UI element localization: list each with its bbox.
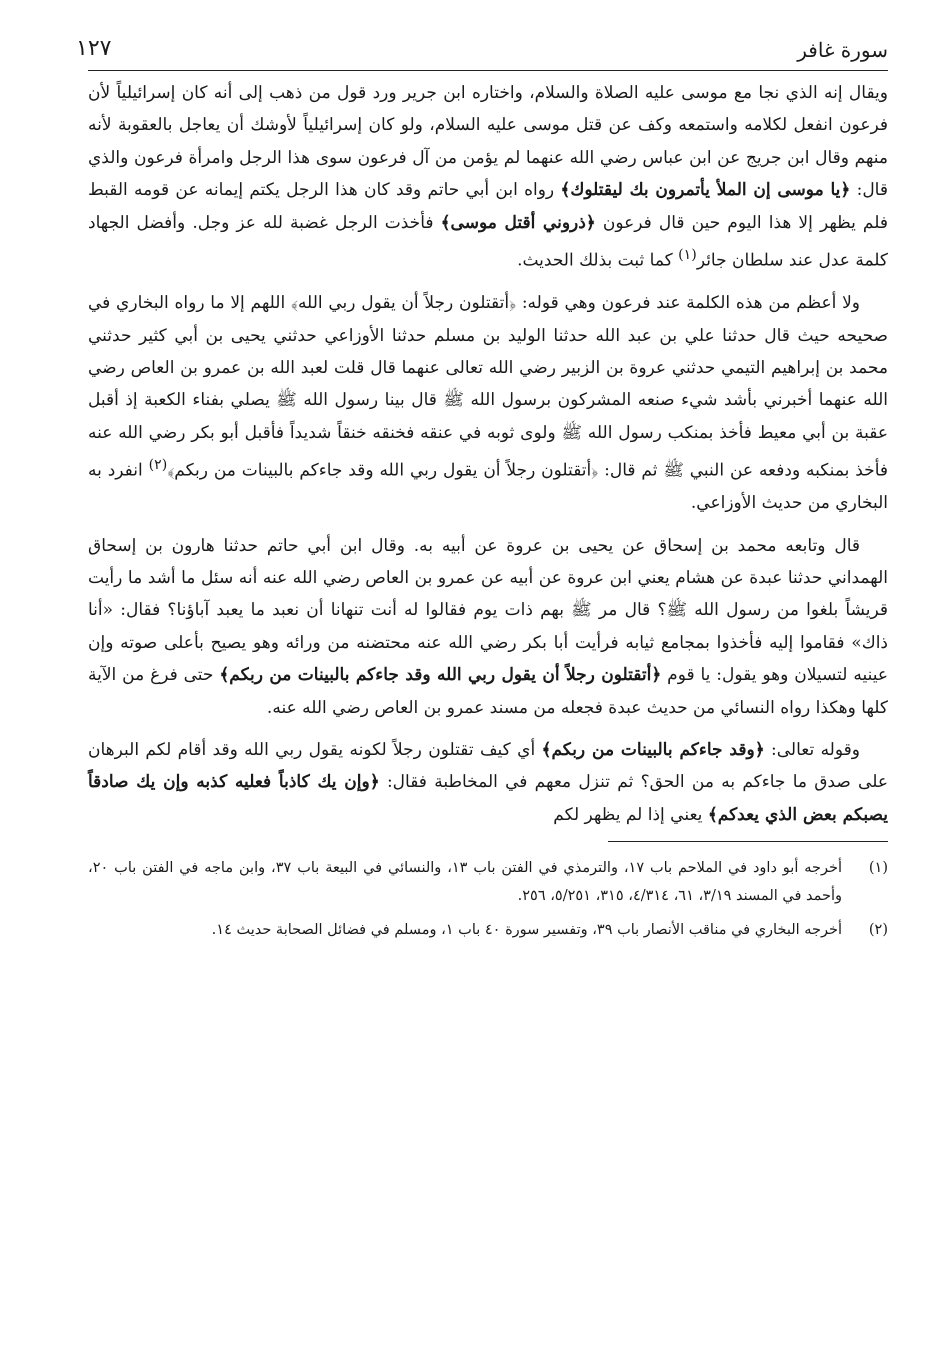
text-run: ويقال إنه الذي نجا مع موسى عليه الصلاة والسلام، واختاره ابن جرير ورد قول من ذهب إلى أنه كان إسرائيلياً لأن فرعون انفعل لكلامه واستمعه وكف عن قتل موسى عليه السلام، ولو كان إسرائيلياً لأوشك أن يعاجل بالعقوبة لأنه منهم وقال ابن جريج عن ابن عباس رضي الله عنهما لم يؤمن من آل فرعون سوى هذا الرجل وامرأة فرعون والذي قال: bbox=[88, 83, 888, 201]
footnote-number: (٢) bbox=[868, 922, 888, 939]
footnote-divider bbox=[608, 841, 888, 842]
text-run: رواه ابن أبي حاتم وقد كان هذا الرجل يكتم إيمانه عن قومه القبط فلم يظهر إلا هذا اليوم حين قال فرعون bbox=[88, 180, 888, 233]
footnote-number: (١) bbox=[868, 860, 888, 877]
paragraph-2 bbox=[88, 287, 888, 520]
surah-title: سورة غافر bbox=[797, 38, 888, 62]
text-run: فأخذت الرجل غضبة لله عز وجل. وأفضل الجهاد كلمة عدل عند سلطان جائر bbox=[88, 212, 888, 271]
quran-quote: ﴿أتقتلون رجلاً أن يقول ربي الله وقد جاءكم بالبينات من ربكم﴾ bbox=[219, 665, 662, 686]
paragraph-4 bbox=[88, 734, 888, 831]
footnote-text: أخرجه أبو داود في الملاحم باب ١٧، والترمذي في الفتن باب ١٣، والنسائي في البيعة باب ٣٧، وابن ماجه في الفتن باب ٢٠، وأحمد في المسند ٣/١٩، ٦١، ٤/٣١٤، ٣١٥، ٥/٢٥١، ٢٥٦. bbox=[88, 860, 842, 905]
text-run: وقوله تعالى: bbox=[764, 740, 860, 761]
main-text bbox=[88, 77, 888, 831]
quran-quote: ﴿ذروني أقتل موسى﴾ bbox=[440, 212, 596, 233]
paragraph-3 bbox=[88, 530, 888, 724]
quran-quote: ﴿وإن يك كاذباً فعليه كذبه وإن يك صادقاً يصبكم بعض الذي يعدكم﴾ bbox=[88, 772, 888, 825]
page-header bbox=[76, 36, 888, 71]
footnote-ref: (٢) bbox=[148, 457, 168, 474]
footnote-text: أخرجه البخاري في مناقب الأنصار باب ٣٩، وتفسير سورة ٤٠ باب ١، ومسلم في فضائل الصحابة حديث ١٤. bbox=[211, 922, 842, 939]
text-run: قال وتابعه محمد بن إسحاق عن يحيى بن عروة عن أبيه به. وقال ابن أبي حاتم حدثنا هارون بن إسحاق الهمداني حدثنا عبدة عن هشام يعني ابن عروة عن أبيه عن عمرو بن العاص رضي الله عنه أنه سئل ما أشد ما رأيت قريشاً بلغوا من رسول الله ﷺ؟ قال مر ﷺ بهم ذات يوم فقالوا له أنت تنهانا أن نعبد ما يعبد آباؤنا؟ فقال: «أنا ذاك» فقاموا إليه فأخذوا بمجامع ثيابه فرأيت أبا بكر رضي الله عنه محتضنه من ورائه وهو يصيح بأعلى صوته وإن عينيه لتسيلان وهو يقول: يا قوم bbox=[88, 535, 888, 686]
quran-quote: ﴿يا موسى إن الملأ يأتمرون بك ليقتلوك﴾ bbox=[560, 180, 851, 201]
text-run: كما ثبت بذلك الحديث. bbox=[517, 250, 679, 271]
footnotes bbox=[88, 854, 888, 944]
quran-quote: ﴿وقد جاءكم بالبينات من ربكم﴾ bbox=[541, 740, 765, 761]
footnote-1 bbox=[88, 854, 888, 910]
text-run: أي كيف تقتلون رجلاً لكونه يقول ربي الله وقد أقام لكم البرهان على صدق ما جاءكم به من الحق؟ ثم تنزل معهم في المخاطبة فقال: bbox=[88, 740, 888, 793]
footnote-ref: (١) bbox=[678, 247, 697, 264]
footnote-2 bbox=[88, 916, 888, 944]
paragraph-1 bbox=[88, 77, 888, 277]
text-run: انفرد به البخاري من حديث الأوزاعي. bbox=[88, 460, 888, 514]
page-number: ١٢٧ bbox=[76, 36, 112, 61]
text-run: حتى فرغ من الآية كلها وهكذا رواه النسائي من حديث عبدة فجعله من مسند عمرو بن العاص رضي الله عنه. bbox=[88, 665, 888, 718]
book-page bbox=[76, 36, 888, 950]
text-run: يعني إذا لم يظهر لكم bbox=[553, 804, 708, 825]
text-run: ولا أعظم من هذه الكلمة عند فرعون وهي قوله: ﴿أتقتلون رجلاً أن يقول ربي الله﴾ اللهم إلا ما رواه البخاري في صحيحه حيث قال حدثنا علي بن عبد الله حدثنا الوليد بن مسلم حدثنا الأوزاعي حدثني يحيى بن أبي كثير حدثني محمد بن إبراهيم التيمي حدثني عروة بن الزبير رضي الله تعالى عنهما قال قلت لعبد الله بن عمرو بن العاص رضي الله عنهما أخبرني بأشد شيء صنعه المشركون برسول الله ﷺ قال بينا رسول الله ﷺ يصلي بفناء الكعبة إذ أقبل عقبة بن أبي معيط فأخذ بمنكب رسول الله ﷺ ولوى ثوبه في عنقه فخنقه خنقاً شديداً فأقبل أبو بكر رضي الله عنه فأخذ بمنكبه ودفعه عن النبي ﷺ ثم قال: ﴿أتقتلون رجلاً أن يقول ربي الله وقد جاءكم بالبينات من ربكم﴾ bbox=[88, 293, 888, 481]
